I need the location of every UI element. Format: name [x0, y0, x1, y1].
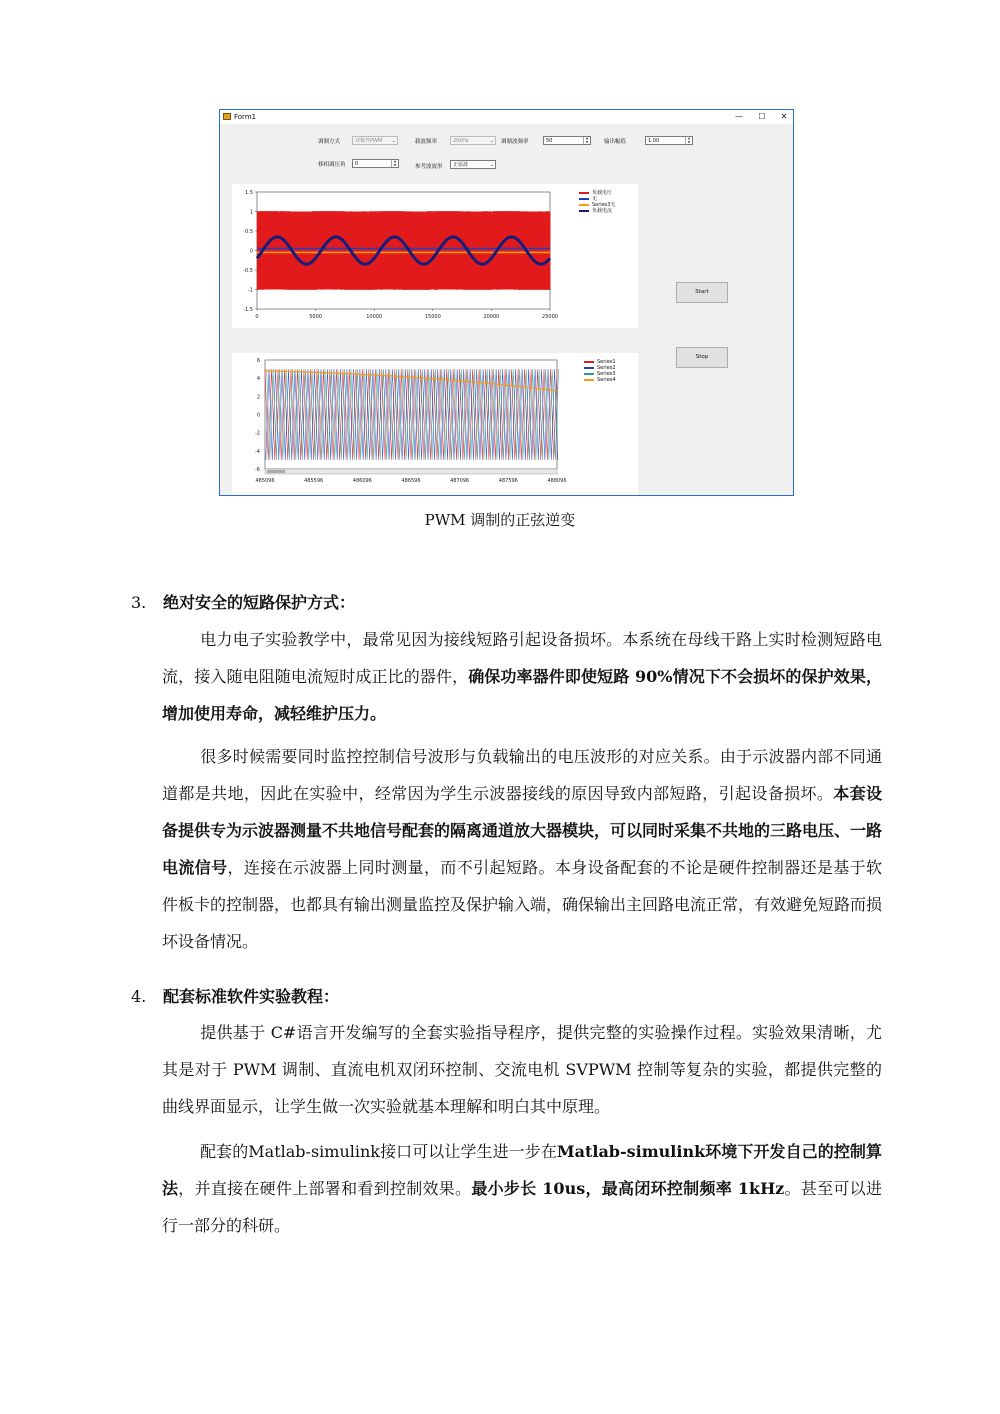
ref-waveform-label: 参考波波形	[415, 164, 443, 170]
y-tick-label: 0	[256, 412, 260, 419]
figure-caption: PWM 调制的正弦逆变	[424, 511, 576, 529]
scrollbar-thumb	[267, 470, 285, 473]
legend-swatch	[584, 373, 594, 375]
x-tick-label: 486596	[401, 478, 421, 484]
y-tick-label: 1.5	[245, 190, 253, 196]
legend-swatch	[579, 198, 589, 200]
bold-text-run: 确保功率器件即使短路 90%情况下不会损坏的保护效果，增加使用寿命，减轻维护压力。	[162, 667, 882, 723]
legend-label: Series4	[597, 377, 616, 383]
section3-heading	[131, 590, 355, 613]
phase-angle-label: 移相调压角	[318, 162, 346, 168]
chevron-down-icon: ⌄	[489, 162, 494, 168]
text-run: 。甚至可以进行一部分的科研。	[162, 1179, 882, 1235]
y-tick-label: -0.5	[243, 268, 253, 274]
text-run: ，并直接在硬件上部署和看到控制效果。	[178, 1179, 472, 1198]
text-run: ，连接在示波器上同时测量，而不引起短路。本身设备配套的不论是硬件控制器还是基于软件板卡的控制器，也都具有输出测量监控及保护输入端，确保输出主回路电流正常，有效避免短路而损坏设备情况。	[162, 858, 883, 951]
phase-angle-stepper[interactable]: 0 ▲ ▼	[352, 159, 399, 168]
series-2	[266, 369, 558, 460]
maximize-button[interactable]: ☐	[758, 112, 766, 121]
y-tick-label: 0.5	[245, 229, 253, 235]
output-amp-stepper[interactable]: 1.00 ▲ ▼	[645, 136, 693, 145]
text-run: 很多时候需要同时监控控制信号波形与负载输出的电压波形的对应关系。由于示波器内部不同通道都是共地，因此在实验中，经常因为学生示波器接线的原因导致内部短路，引起设备损坏。	[162, 747, 882, 803]
y-tick-label: -1.5	[243, 307, 253, 313]
x-tick-label: 0	[255, 314, 259, 320]
section4-title: 配套标准软件实验教程：	[163, 987, 340, 1006]
legend-label: Series3无	[592, 202, 616, 208]
y-tick-label: 6	[256, 358, 260, 364]
text-run: 电力电子实验教学中，最常见因为接线短路引起设备损坏。本系统在母线干路上实时检测短路电流，接入随电阻随电流短时成正比的器件，	[162, 630, 882, 686]
x-tick-label: 486096	[352, 478, 372, 484]
x-tick-label: 10000	[366, 314, 383, 320]
section3-number: 3.	[131, 593, 147, 612]
x-tick-label: 487096	[450, 478, 470, 484]
legend-label: 负载电压	[592, 190, 613, 196]
mod-wave-freq-stepper[interactable]: 50 ▲ ▼	[543, 136, 591, 145]
x-tick-label: 485596	[304, 478, 324, 484]
start-button[interactable]: Start	[676, 282, 728, 303]
legend-swatch	[584, 367, 594, 369]
mod-wave-freq-label: 调制波频率	[501, 139, 529, 145]
window-title: Form1	[234, 113, 257, 121]
text-run: 提供基于 C#语言开发编写的全套实验指导程序，提供完整的实验操作过程。实验效果清晰，尤其是对于 PWM 调制、直流电机双闭环控制、交流电机 SVPWM 控制等复杂的实验，都提供完整的曲线界面显示，让学生做一次实验就基本理解和明白其中原理。	[162, 1023, 882, 1116]
bold-text-run: 本套设备提供专为示波器测量不共地信号配套的隔离通道放大器模块，可以同时采集不共地的三路电压、一路电流信号	[162, 784, 883, 877]
chart2-svg	[232, 353, 638, 496]
title-bar	[220, 110, 793, 124]
app-icon	[223, 113, 231, 120]
spin-arrows-icon[interactable]: ▲ ▼	[391, 160, 398, 167]
y-tick-label: -2	[255, 430, 260, 437]
bold-text-run: 最小步长 10us，最高闭环控制频率 1kHz	[471, 1179, 785, 1198]
bold-text-run: Matlab-simulink环境下开发自己的控制算法	[162, 1142, 882, 1198]
chart-scrollbar	[265, 469, 557, 474]
close-button[interactable]: ✕	[780, 112, 788, 121]
legend-item	[579, 208, 616, 214]
section3-paragraph2	[162, 738, 882, 960]
ref-waveform-select[interactable]: 正弦波 ⌄	[450, 160, 496, 169]
section4-paragraph2	[162, 1133, 882, 1244]
legend-label: 负载电流	[592, 208, 613, 214]
section3-title: 绝对安全的短路保护方式：	[163, 593, 356, 612]
legend-label: Series3	[597, 371, 616, 377]
chevron-down-icon: ⌄	[489, 138, 494, 144]
legend-label: Series1	[597, 359, 616, 365]
x-tick-label: 25000	[542, 314, 558, 320]
voltage-current-chart	[232, 184, 638, 328]
spin-arrows-icon[interactable]: ▲ ▼	[583, 137, 590, 144]
mod-mode-label: 调制方式	[318, 139, 341, 145]
y-tick-label: -1	[248, 287, 253, 294]
legend-swatch	[579, 210, 589, 212]
section4-number: 4.	[131, 987, 147, 1006]
chevron-down-icon: ⌄	[391, 138, 396, 144]
y-tick-label: -4	[255, 448, 260, 455]
form1-window	[219, 109, 794, 496]
spin-arrows-icon[interactable]: ▲ ▼	[685, 137, 692, 144]
y-tick-label: -6	[255, 467, 260, 473]
carrier-freq-select[interactable]: 20kHz ⌄	[450, 136, 496, 145]
chart2-legend	[584, 359, 616, 383]
y-tick-label: 2	[256, 394, 260, 401]
section4-paragraph1	[162, 1014, 882, 1125]
text-run: 配套的Matlab-simulink接口可以让学生进一步在	[200, 1142, 557, 1161]
stop-button[interactable]: Stop	[676, 347, 728, 368]
section3-paragraph1	[162, 621, 882, 732]
output-amp-label: 输出幅值	[604, 139, 627, 145]
legend-swatch	[584, 379, 594, 381]
series-load-voltage	[257, 212, 550, 290]
legend-label: 无	[592, 196, 598, 202]
legend-label: Series2	[597, 365, 616, 371]
x-tick-label: 15000	[424, 314, 441, 320]
y-tick-label: 4	[256, 376, 260, 383]
legend-swatch	[579, 204, 589, 206]
y-tick-label: 0	[249, 248, 253, 255]
legend-swatch	[579, 192, 589, 194]
series-chart	[232, 353, 638, 496]
mod-mode-select[interactable]: 双极性PWM ⌄	[352, 136, 398, 145]
chart1-legend	[579, 190, 616, 214]
minimize-button[interactable]: —	[735, 112, 743, 121]
y-tick-label: 1	[249, 209, 253, 216]
x-tick-label: 20000	[483, 314, 500, 320]
section4-heading	[131, 984, 339, 1007]
legend-item	[584, 377, 616, 383]
x-tick-label: 488096	[547, 478, 567, 484]
x-tick-label: 485096	[255, 478, 275, 484]
x-tick-label: 5000	[309, 314, 322, 320]
legend-swatch	[584, 361, 594, 363]
x-tick-label: 487596	[498, 478, 518, 484]
chart1-svg	[232, 184, 638, 328]
carrier-freq-label: 载波频率	[415, 139, 438, 145]
